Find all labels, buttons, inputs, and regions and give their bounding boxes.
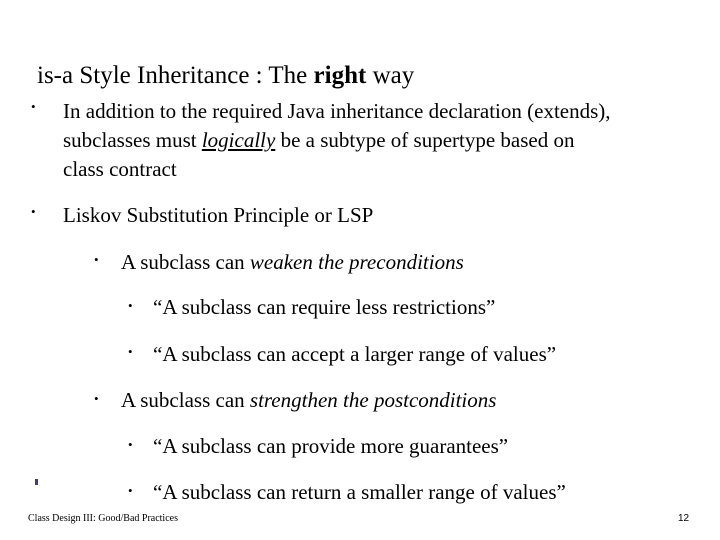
sub-sub-bullet-marker: • bbox=[128, 483, 133, 498]
sub-bullet-1-emph: weaken the preconditions bbox=[249, 250, 464, 274]
logically-emphasis: logically bbox=[201, 128, 276, 152]
bullet-1-line-2-pre: subclasses must bbox=[63, 128, 202, 152]
sub-sub-bullet-2-1: “A subclass can provide more guarantees” bbox=[153, 434, 509, 458]
footer-text: Class Design III: Good/Bad Practices bbox=[28, 513, 178, 524]
bullet-marker: • bbox=[31, 99, 36, 114]
sub-sub-bullet-1-1: “A subclass can require less restrictions” bbox=[153, 295, 496, 319]
bullet-1-line-2 bbox=[63, 126, 574, 155]
sub-sub-bullet-1-2: “A subclass can accept a larger range of values” bbox=[153, 342, 557, 366]
bullet-1-line-1: In addition to the required Java inheritance declaration (extends), bbox=[63, 99, 611, 123]
sub-bullet-1-text bbox=[121, 248, 464, 277]
bullet-2-text: Liskov Substitution Principle or LSP bbox=[63, 203, 374, 227]
title-bold: right bbox=[313, 62, 367, 89]
sub-bullet-marker: • bbox=[94, 252, 99, 267]
sub-sub-bullet-2-2: “A subclass can return a smaller range of values” bbox=[153, 480, 566, 504]
sub-sub-bullet-marker: • bbox=[128, 437, 133, 452]
slide-marker bbox=[35, 479, 38, 485]
bullet-1-line-2-post: be a subtype of supertype based on bbox=[275, 128, 575, 152]
sub-bullet-2-pre: A subclass can bbox=[121, 388, 250, 412]
sub-bullet-1-pre: A subclass can bbox=[121, 250, 250, 274]
title-pre: is-a Style Inheritance : The bbox=[37, 62, 314, 89]
bullet-1-line-3: class contract bbox=[63, 157, 177, 181]
sub-sub-bullet-marker: • bbox=[128, 298, 133, 313]
bullet-marker: • bbox=[31, 204, 36, 219]
title-post: way bbox=[366, 62, 415, 89]
sub-bullet-2-emph: strengthen the postconditions bbox=[249, 388, 497, 412]
page-number: 12 bbox=[678, 513, 690, 524]
sub-bullet-2-text bbox=[121, 386, 496, 415]
sub-bullet-marker: • bbox=[94, 391, 99, 406]
slide-title bbox=[37, 58, 414, 94]
sub-sub-bullet-marker: • bbox=[128, 344, 133, 359]
